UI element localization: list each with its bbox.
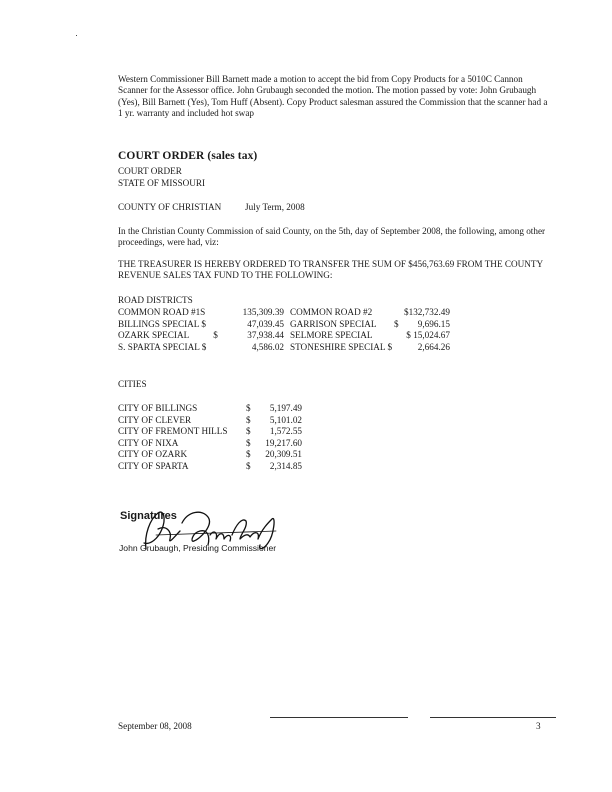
intro-paragraph: In the Christian County Commission of said County, on the 5th, day of September 2008, the following, among other proceedings, were had, viz: bbox=[118, 226, 546, 248]
footer-date: September 08, 2008 bbox=[118, 721, 192, 731]
currency-symbol bbox=[394, 330, 404, 342]
district-name: S. SPARTA SPECIAL $ bbox=[118, 341, 207, 352]
district-name: OZARK SPECIAL $ bbox=[118, 330, 218, 341]
county-line: COUNTY OF CHRISTIAN bbox=[118, 202, 222, 212]
currency-symbol: $ bbox=[246, 426, 251, 437]
road-districts-table bbox=[118, 307, 450, 353]
district-amount: 37,938.44 bbox=[247, 330, 284, 341]
currency-symbol: $ bbox=[246, 460, 251, 471]
district-amount: 9,696.15 bbox=[417, 318, 450, 329]
cities-title: CITIES bbox=[118, 379, 147, 389]
table-row bbox=[118, 403, 302, 415]
footer-rule bbox=[270, 717, 408, 718]
table-row bbox=[118, 307, 450, 319]
city-name: CITY OF SPARTA bbox=[118, 460, 189, 471]
city-amount: 19,217.60 bbox=[265, 437, 302, 448]
district-amount: 2,664.26 bbox=[417, 341, 450, 352]
city-name: CITY OF OZARK bbox=[118, 449, 188, 460]
table-row bbox=[118, 415, 302, 427]
signatures-label: Signatures bbox=[120, 510, 177, 522]
table-row bbox=[118, 319, 450, 331]
currency-symbol: $ bbox=[246, 437, 251, 448]
district-name: STONESHIRE SPECIAL $ bbox=[290, 341, 393, 352]
table-row bbox=[118, 449, 302, 461]
footer-rule bbox=[430, 717, 556, 718]
currency-symbol: $ bbox=[246, 449, 251, 460]
district-amount: 47,039.45 bbox=[247, 318, 284, 329]
signer-caption: John Grubaugh, Presiding Commissioner bbox=[119, 543, 277, 553]
city-name: CITY OF NIXA bbox=[118, 437, 179, 448]
currency-symbol bbox=[394, 342, 404, 354]
table-row bbox=[118, 342, 450, 354]
city-amount: 20,309.51 bbox=[265, 449, 302, 460]
city-amount: 5,197.49 bbox=[269, 403, 302, 413]
district-amount: $ 15,024.67 bbox=[406, 330, 450, 341]
page-number: 3 bbox=[536, 721, 541, 731]
city-name: CITY OF BILLINGS bbox=[118, 403, 198, 413]
district-amount: 135,309.39 bbox=[242, 307, 284, 317]
currency-symbol bbox=[394, 307, 404, 319]
city-amount: 2,314.85 bbox=[269, 460, 302, 471]
motion-paragraph: Western Commissioner Bill Barnett made a motion to accept the bid from Copy Products for a 5010C Cannon Scanner for the Assessor office. John Grubaugh seconded the motion. The motion passed by vote: John Grubaugh (Yes), Bill Barnett (Yes), Tom Huff (Absent). Copy Product salesman assured the Commission that the scanner had a 1 yr. warranty and included hot swap bbox=[118, 74, 548, 119]
city-name: CITY OF CLEVER bbox=[118, 414, 192, 425]
table-row bbox=[118, 461, 302, 473]
currency-symbol: $ bbox=[246, 414, 251, 425]
table-row bbox=[118, 426, 302, 438]
table-row bbox=[118, 330, 450, 342]
district-amount: 4,586.02 bbox=[251, 341, 284, 352]
district-name: COMMON ROAD #1S bbox=[118, 307, 206, 317]
cities-table bbox=[118, 403, 302, 473]
district-name: GARRISON SPECIAL bbox=[290, 318, 377, 329]
city-amount: 5,101.02 bbox=[269, 414, 302, 425]
city-name: CITY OF FREMONT HILLS bbox=[118, 426, 228, 437]
table-row bbox=[118, 438, 302, 450]
road-districts-title: ROAD DISTRICTS bbox=[118, 295, 193, 305]
city-amount: 1,572.55 bbox=[269, 426, 302, 437]
court-order-line: COURT ORDER bbox=[118, 166, 182, 176]
scan-speck bbox=[76, 35, 77, 36]
state-line: STATE OF MISSOURI bbox=[118, 178, 206, 188]
currency-symbol: $ bbox=[246, 403, 251, 413]
currency-symbol: $ bbox=[394, 318, 399, 329]
district-name: BILLINGS SPECIAL $ bbox=[118, 318, 206, 329]
district-name: COMMON ROAD #2 bbox=[290, 307, 373, 317]
district-name: SELMORE SPECIAL bbox=[290, 330, 373, 341]
treasurer-order: THE TREASURER IS HEREBY ORDERED TO TRANSFER THE SUM OF $456,763.69 FROM THE COUNTY REVENUE SALES TAX FUND TO THE FOLLOWING: bbox=[118, 259, 543, 281]
court-order-heading: COURT ORDER (sales tax) bbox=[118, 150, 258, 162]
district-amount: $132,732.49 bbox=[404, 307, 450, 317]
term-line: July Term, 2008 bbox=[245, 202, 305, 212]
